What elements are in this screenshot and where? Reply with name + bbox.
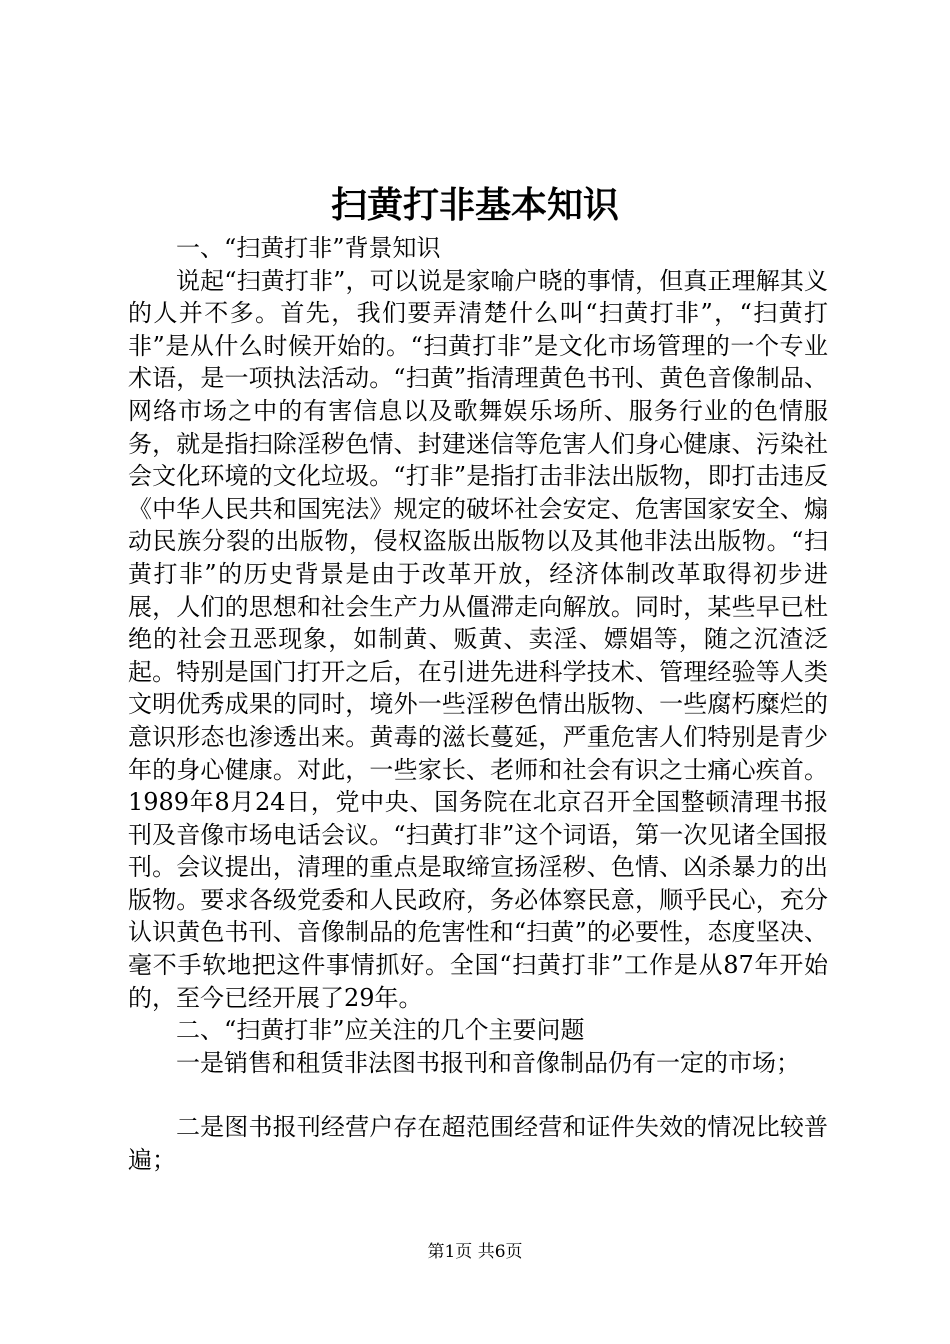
section1-paragraph: 说起“扫黄打非”，可以说是家喻户晓的事情，但真正理解其义的人并不多。首先，我们要弄清楚什么叫“扫黄打非”，“扫黄打非”是从什么时候开始的。“扫黄打非”是文化市场管理的一个专业术语，是一项执法活动。“扫黄”指清理黄色书刊、黄色音像制品、网络市场之中的有害信息以及歌舞娱乐场所、服务行业的色情服务，就是指扫除淫秽色情、封建迷信等危害人们身心健康、污染社会文化环境的文化垃圾。“打非”是指打击非法出版物，即打击违反《中华人民共和国宪法》规定的破坏社会安定、危害国家安全、煽动民族分裂的出版物，侵权盗版出版物以及其他非法出版物。“扫黄打非”的历史背景是由于改革开放，经济体制改革取得初步进展，人们的思想和社会生产力从僵滞走向解放。同时，某些早已杜绝的社会丑恶现象，如制黄、贩黄、卖淫、嫖娼等，随之沉渣泛起。特别是国门打开之后，在引进先进科学技术、管理经验等人类文明优秀成果的同时，境外一些淫秽色情出版物、一些腐朽糜烂的意识形态也渗透出来。黄毒的滋长蔓延，严重危害人们特别是青少年的身心健康。对此，一些家长、老师和社会有识之士痛心疾首。1989年8月24日，党中央、国务院在北京召开全国整顿清理书报刊及音像市场电话会议。“扫黄打非”这个词语，第一次见诸全国报刊。会议提出，清理的重点是取缔宣扬淫秽、色情、凶杀暴力的出版物。要求各级党委和人民政府，务必体察民意，顺乎民心，充分认识黄色书刊、音像制品的危害性和“扫黄”的必要性，态度坚决、毫不手软地把这件事情抓好。全国“扫黄打非”工作是从87年开始的，至今已经开展了29年。 bbox=[128, 266, 828, 1012]
document-body bbox=[128, 232, 828, 1177]
section2-heading: 二、“扫黄打非”应关注的几个主要问题 bbox=[176, 1016, 585, 1045]
section2-item-1: 一是销售和租赁非法图书报刊和音像制品仍有一定的市场； bbox=[176, 1048, 800, 1077]
page-footer: 第1页 共6页 bbox=[427, 1242, 523, 1262]
section1-heading: 一、“扫黄打非”背景知识 bbox=[176, 234, 441, 262]
section2-item-2: 二是图书报刊经营户存在超范围经营和证件失效的情况比较普遍； bbox=[128, 1113, 828, 1175]
document-title: 扫黄打非基本知识 bbox=[330, 184, 619, 226]
